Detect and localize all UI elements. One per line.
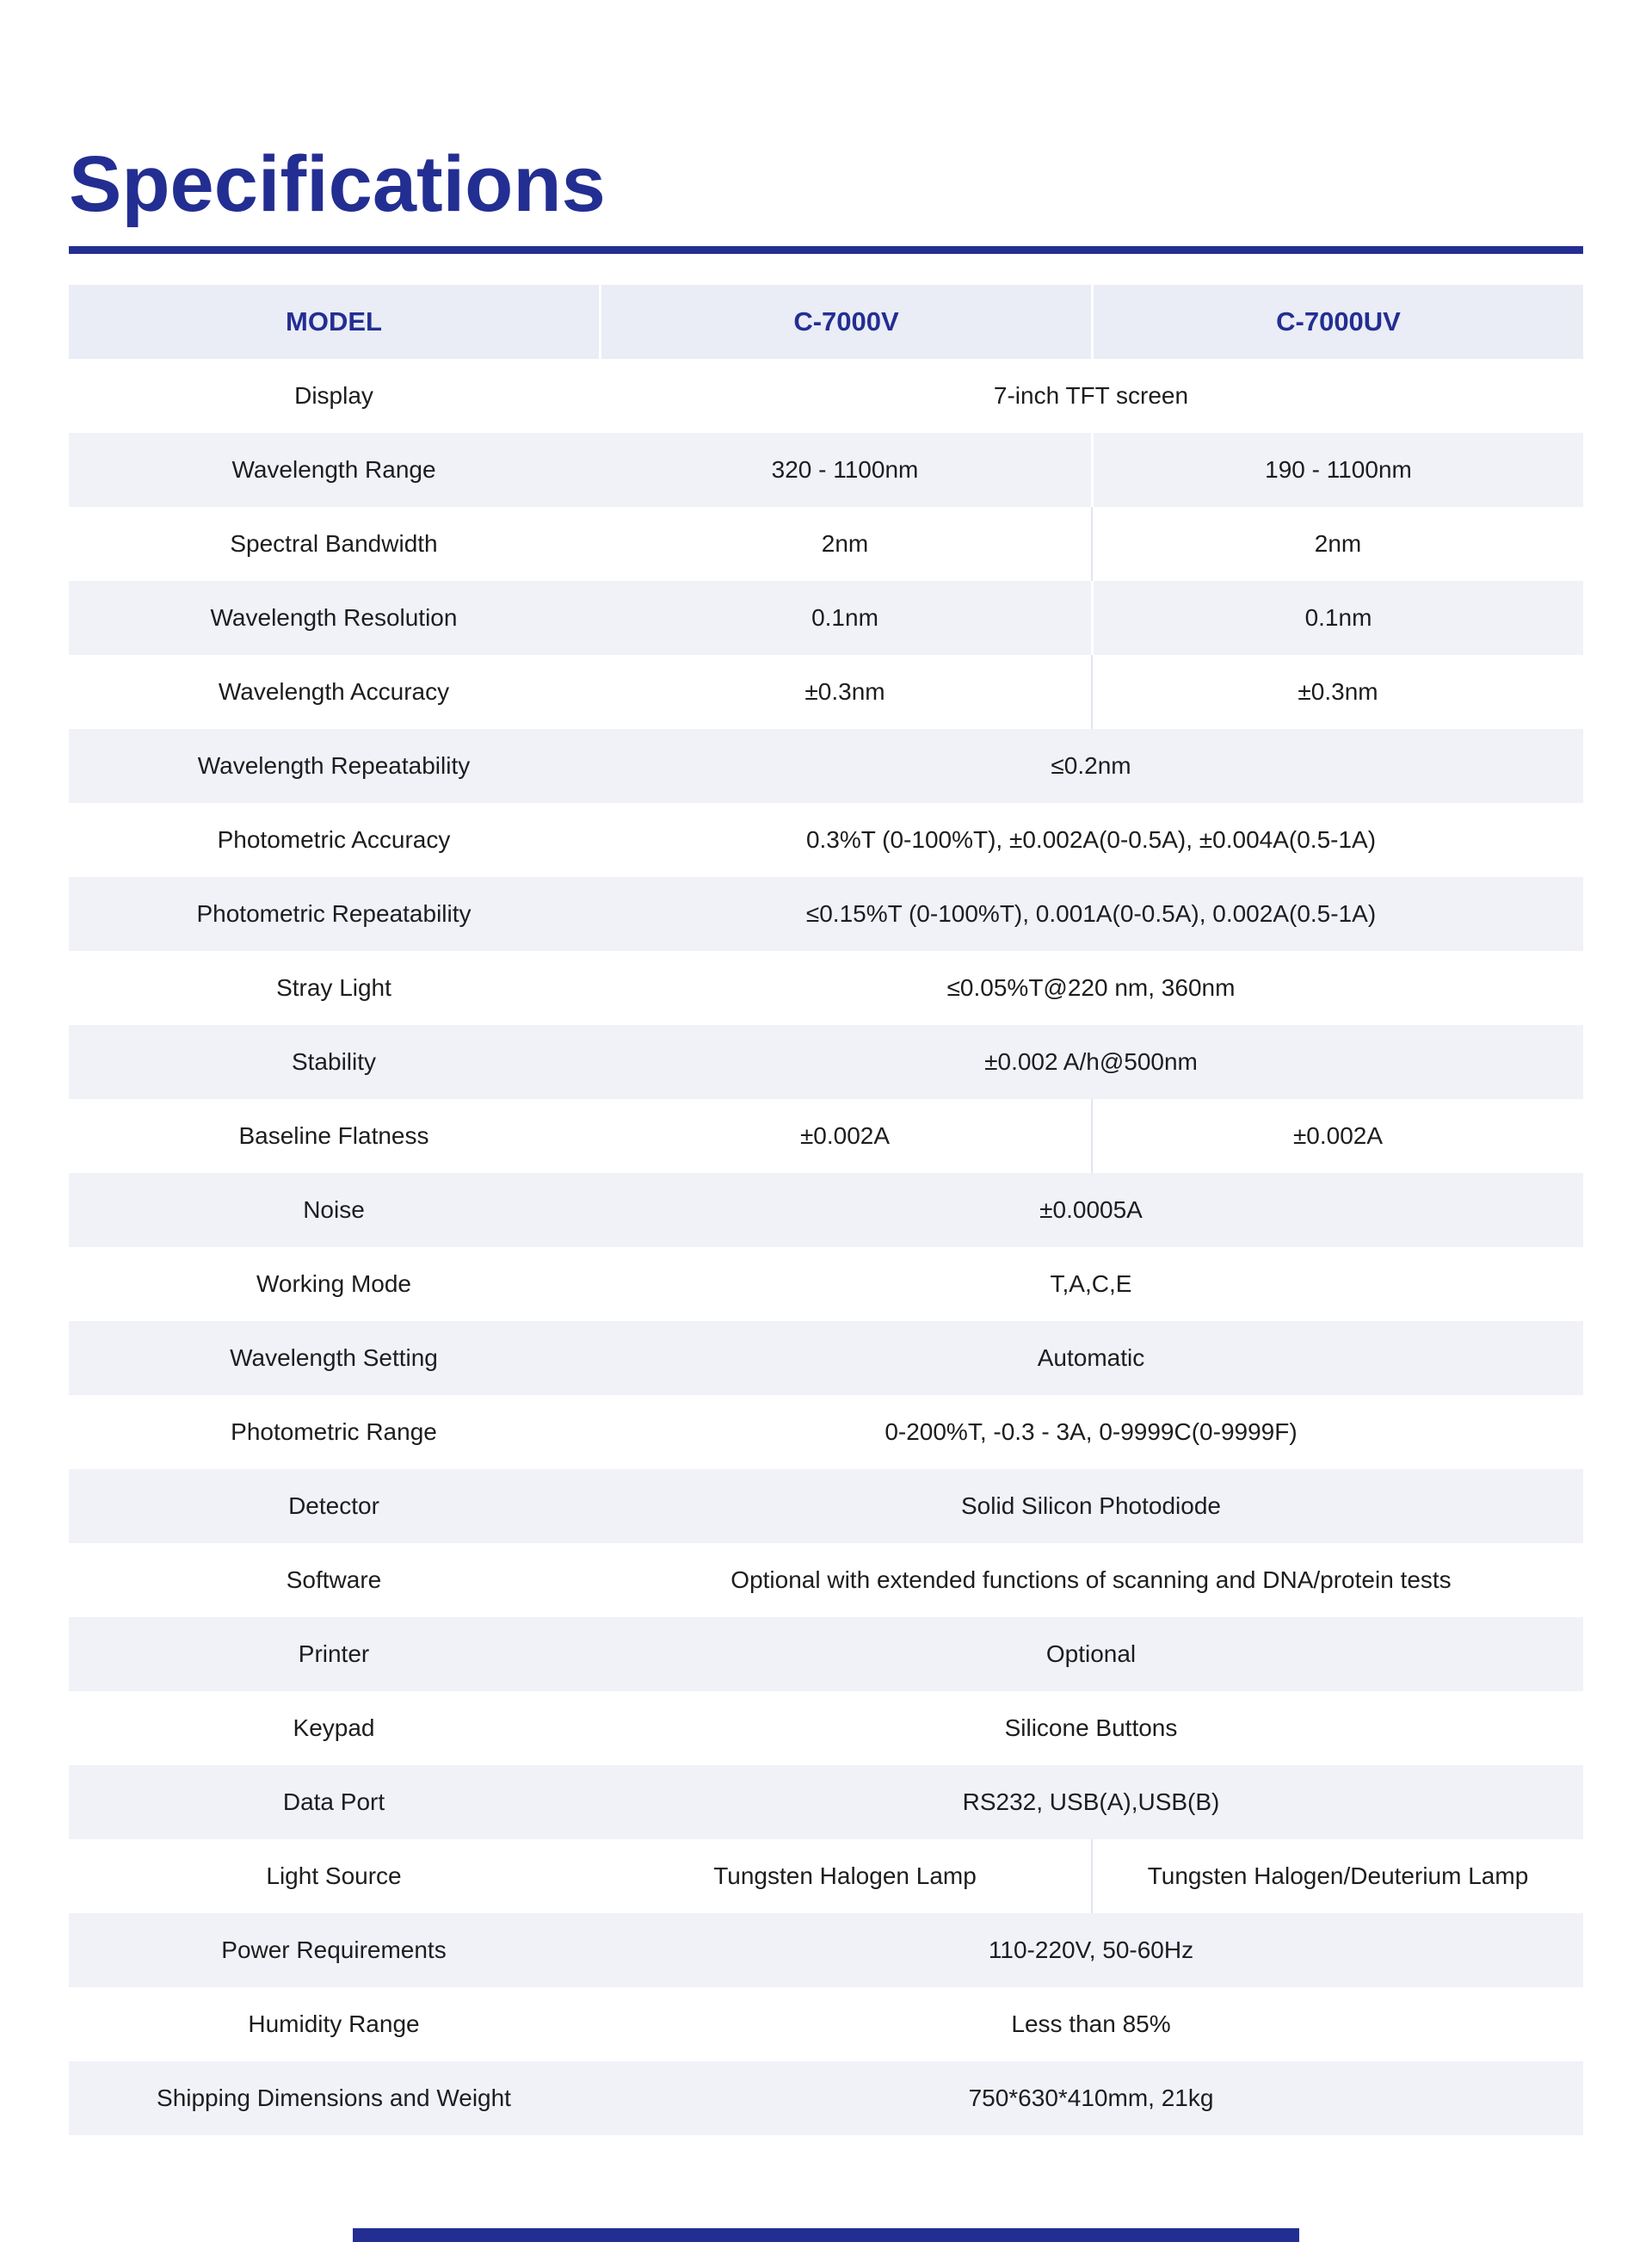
spec-value-merged: Optional <box>1045 1640 1137 1667</box>
spec-label: Photometric Repeatability <box>196 900 472 927</box>
spec-label: Photometric Accuracy <box>217 826 451 853</box>
spec-label: Printer <box>298 1640 370 1667</box>
spec-value-merged: RS232, USB(A),USB(B) <box>962 1788 1220 1815</box>
spec-label: Shipping Dimensions and Weight <box>157 2085 511 2111</box>
spec-value-merged: ≤0.15%T (0-100%T), 0.001A(0-0.5A), 0.002A(0.5-1A) <box>805 900 1377 927</box>
spec-label: Power Requirements <box>221 1936 447 1963</box>
spec-value-c7000v: 320 - 1100nm <box>771 456 919 483</box>
table-row <box>69 1321 1583 1395</box>
spec-value-c7000v: 0.1nm <box>811 604 878 631</box>
spec-table <box>69 285 1583 2135</box>
footer-bar <box>353 2228 1299 2242</box>
table-row <box>69 729 1583 803</box>
spec-value-c7000uv: 0.1nm <box>1091 581 1583 655</box>
table-row <box>69 1469 1583 1543</box>
table-row <box>69 433 1583 507</box>
spec-value-merged: ≤0.05%T@220 nm, 360nm <box>946 974 1236 1001</box>
spec-value-c7000v: ±0.3nm <box>804 678 885 705</box>
spec-value-c7000uv: Tungsten Halogen/Deuterium Lamp <box>1091 1839 1583 1913</box>
table-row <box>69 581 1583 655</box>
spec-label: Humidity Range <box>248 2010 420 2037</box>
table-row <box>69 1987 1583 2061</box>
table-row <box>69 1099 1583 1173</box>
spec-value-merged: T,A,C,E <box>1050 1270 1132 1297</box>
spec-value-c7000v: Tungsten Halogen Lamp <box>713 1862 977 1889</box>
table-row <box>69 1617 1583 1691</box>
table-row <box>69 951 1583 1025</box>
spec-label: Wavelength Range <box>231 456 436 483</box>
spec-label: Stray Light <box>276 974 391 1001</box>
table-row <box>69 877 1583 951</box>
header-c7000v: C-7000V <box>599 285 1091 359</box>
table-header-row <box>69 285 1583 359</box>
spec-label: Wavelength Repeatability <box>197 752 471 779</box>
table-row <box>69 2061 1583 2135</box>
spec-label: Wavelength Setting <box>230 1344 438 1371</box>
spec-value-merged: 110-220V, 50-60Hz <box>988 1936 1194 1963</box>
spec-value-c7000uv: 190 - 1100nm <box>1091 433 1583 507</box>
spec-value-merged: 0-200%T, -0.3 - 3A, 0-9999C(0-9999F) <box>885 1418 1298 1445</box>
spec-label: Detector <box>288 1492 379 1519</box>
spec-value-merged: ±0.0005A <box>1039 1196 1143 1223</box>
header-model: MODEL <box>286 306 382 337</box>
table-row <box>69 507 1583 581</box>
spec-label: Wavelength Resolution <box>210 604 458 631</box>
spec-value-merged: Less than 85% <box>1011 2010 1171 2037</box>
spec-label: Working Mode <box>256 1270 411 1297</box>
table-row <box>69 1395 1583 1469</box>
spec-value-merged: 750*630*410mm, 21kg <box>968 2085 1214 2111</box>
table-row <box>69 1839 1583 1913</box>
page-title: Specifications <box>69 140 606 228</box>
spec-value-c7000uv: 2nm <box>1091 507 1583 581</box>
spec-label: Data Port <box>282 1788 385 1815</box>
table-row <box>69 1691 1583 1765</box>
spec-value-merged: Automatic <box>1037 1344 1145 1371</box>
spec-value-merged: ±0.002 A/h@500nm <box>984 1048 1198 1075</box>
spec-value-merged: ≤0.2nm <box>1051 752 1131 779</box>
table-row <box>69 803 1583 877</box>
spec-value-c7000uv: ±0.002A <box>1091 1099 1583 1173</box>
spec-value-c7000v: 2nm <box>821 530 869 557</box>
spec-label: Stability <box>291 1048 377 1075</box>
spec-value-c7000v: ±0.002A <box>799 1122 891 1149</box>
spec-label: Keypad <box>293 1714 375 1741</box>
spec-value-merged: Solid Silicon Photodiode <box>961 1492 1221 1519</box>
spec-label: Wavelength Accuracy <box>218 678 450 705</box>
spec-value-merged: Silicone Buttons <box>1004 1714 1178 1741</box>
table-row <box>69 1543 1583 1617</box>
header-c7000uv: C-7000UV <box>1091 285 1583 359</box>
table-row <box>69 655 1583 729</box>
table-row <box>69 1247 1583 1321</box>
table-row <box>69 1173 1583 1247</box>
table-row <box>69 359 1583 433</box>
table-row <box>69 1913 1583 1987</box>
table-row <box>69 1025 1583 1099</box>
spec-label: Photometric Range <box>231 1418 437 1445</box>
spec-label: Display <box>294 382 373 409</box>
spec-label: Noise <box>303 1196 365 1223</box>
spec-label: Software <box>286 1566 382 1593</box>
spec-value-c7000uv: ±0.3nm <box>1091 655 1583 729</box>
spec-label: Baseline Flatness <box>238 1122 429 1149</box>
title-divider <box>69 246 1583 254</box>
table-body <box>69 359 1583 2135</box>
spec-value-merged: 0.3%T (0-100%T), ±0.002A(0-0.5A), ±0.004A(0.5-1A) <box>805 826 1377 853</box>
spec-label: Spectral Bandwidth <box>230 530 438 557</box>
spec-value-merged: Optional with extended functions of scanning and DNA/protein tests <box>730 1566 1452 1593</box>
spec-label: Light Source <box>266 1862 402 1889</box>
spec-value-merged: 7-inch TFT screen <box>993 382 1189 409</box>
table-row <box>69 1765 1583 1839</box>
